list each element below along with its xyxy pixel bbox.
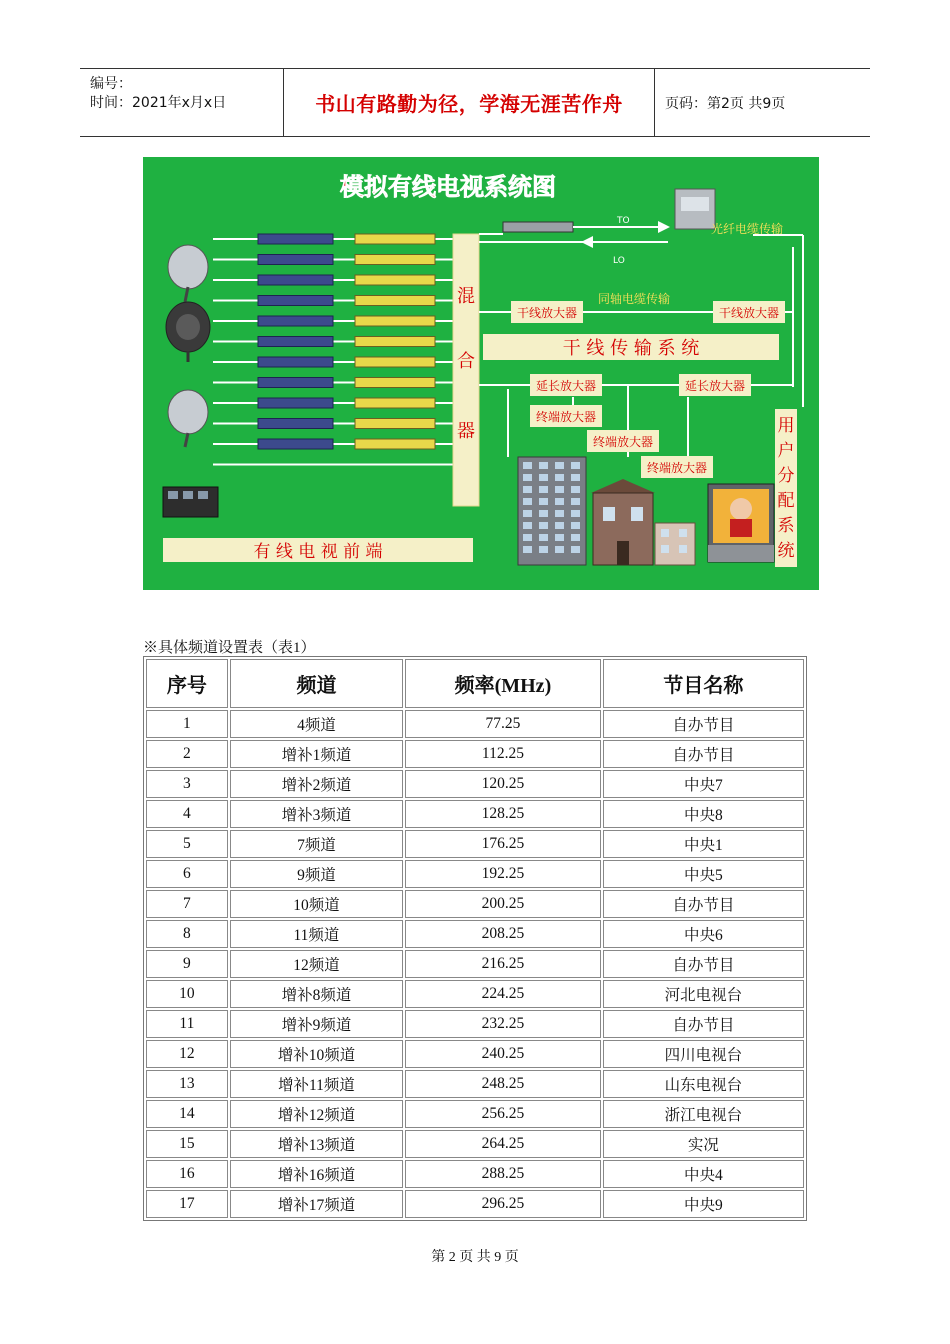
col-header-index: 序号: [146, 659, 228, 708]
cell-index: 7: [146, 890, 228, 918]
cell-channel: 增补8频道: [230, 980, 403, 1008]
cell-frequency: 224.25: [405, 980, 600, 1008]
table-row: [146, 1100, 804, 1128]
catv-system-diagram: [143, 157, 819, 590]
motto: 书山有路勤为径，学海无涯苦作舟: [315, 92, 623, 116]
cell-program: 自办节目: [603, 710, 804, 738]
receiver-unit-icon: [258, 316, 333, 326]
cell-frequency: 288.25: [405, 1160, 600, 1188]
cell-index: 16: [146, 1160, 228, 1188]
cell-frequency: 192.25: [405, 860, 600, 888]
headend-label: 有 线 电 视 前 端: [253, 542, 383, 562]
table-row: [146, 830, 804, 858]
cell-program: 浙江电视台: [603, 1100, 804, 1128]
cell-index: 2: [146, 740, 228, 768]
cell-index: 10: [146, 980, 228, 1008]
col-header-channel: 频道: [230, 659, 403, 708]
table-row: [146, 1070, 804, 1098]
receiver-unit-icon: [258, 357, 333, 367]
table-row: [146, 890, 804, 918]
modulator-unit-icon: [355, 296, 435, 306]
ext-amp-label: 延长放大器: [535, 379, 597, 393]
cell-channel: 增补2频道: [230, 770, 403, 798]
channel-table: [143, 656, 807, 1221]
cell-program: 自办节目: [603, 1010, 804, 1038]
trunk-amp-label: 干线放大器: [516, 306, 578, 320]
receiver-unit-icon: [258, 255, 333, 265]
term-amp-label: 终端放大器: [535, 410, 597, 424]
cell-channel: 增补3频道: [230, 800, 403, 828]
table-row: [146, 800, 804, 828]
table-row: [146, 710, 804, 738]
modulator-unit-icon: [355, 316, 435, 326]
term-amp-label: 终端放大器: [646, 461, 708, 475]
cell-channel: 4频道: [230, 710, 403, 738]
cell-index: 4: [146, 800, 228, 828]
cell-channel: 增补11频道: [230, 1070, 403, 1098]
table-row: [146, 860, 804, 888]
cell-channel: 增补17频道: [230, 1190, 403, 1218]
term-amp-label: 终端放大器: [592, 435, 654, 449]
cell-program: 中央4: [603, 1160, 804, 1188]
time-label: 时间：2021年x月x日: [90, 95, 227, 111]
table-row: [146, 980, 804, 1008]
tx-label: TO: [617, 216, 630, 226]
television-icon: [708, 484, 774, 562]
optical-transmitter-icon: [503, 222, 573, 232]
table-row: [146, 770, 804, 798]
trunk-amp-label: 干线放大器: [718, 306, 780, 320]
cell-program: 中央5: [603, 860, 804, 888]
col-header-program: 节目名称: [603, 659, 804, 708]
receiver-unit-icon: [258, 275, 333, 285]
receiver-unit-icon: [258, 337, 333, 347]
cell-program: 河北电视台: [603, 980, 804, 1008]
ext-amp-label: 延长放大器: [684, 379, 746, 393]
cell-channel: 9频道: [230, 860, 403, 888]
cell-program: 自办节目: [603, 890, 804, 918]
cell-frequency: 232.25: [405, 1010, 600, 1038]
cell-index: 6: [146, 860, 228, 888]
page-info: 页码：第2页 共9页: [665, 95, 786, 112]
table-header-row: [146, 659, 804, 708]
cell-frequency: 216.25: [405, 950, 600, 978]
cell-channel: 10频道: [230, 890, 403, 918]
cell-program: 山东电视台: [603, 1070, 804, 1098]
cell-frequency: 296.25: [405, 1190, 600, 1218]
mixer-char: 混: [457, 286, 475, 307]
cell-channel: 增补10频道: [230, 1040, 403, 1068]
cell-frequency: 128.25: [405, 800, 600, 828]
number-label: 编号：: [90, 76, 132, 92]
cell-frequency: 176.25: [405, 830, 600, 858]
modulator-unit-icon: [355, 419, 435, 429]
header-meta-cell: [80, 69, 284, 136]
user-system-char: 配: [777, 491, 795, 511]
user-system-char: 统: [777, 541, 795, 561]
coax-label: 同轴电缆传输: [598, 292, 671, 306]
cell-frequency: 240.25: [405, 1040, 600, 1068]
table-row: [146, 1010, 804, 1038]
cell-frequency: 120.25: [405, 770, 600, 798]
cell-program: 自办节目: [603, 740, 804, 768]
table-row: [146, 1190, 804, 1218]
cell-channel: 增补12频道: [230, 1100, 403, 1128]
rx-label: LO: [613, 256, 625, 266]
cell-frequency: 208.25: [405, 920, 600, 948]
cell-program: 中央8: [603, 800, 804, 828]
receiver-unit-icon: [258, 234, 333, 244]
cell-channel: 11频道: [230, 920, 403, 948]
house-icon: [591, 479, 655, 565]
mixer-char: 器: [457, 421, 475, 442]
small-building-icon: [655, 523, 695, 565]
modulator-unit-icon: [355, 275, 435, 285]
user-system-char: 户: [777, 441, 795, 461]
user-system-char: 系: [777, 516, 795, 536]
cell-program: 中央6: [603, 920, 804, 948]
cell-program: 自办节目: [603, 950, 804, 978]
cell-index: 13: [146, 1070, 228, 1098]
satellite-dish-icon: [168, 390, 208, 447]
apartment-building-icon: [518, 457, 586, 565]
trunk-system-label: 干 线 传 输 系 统: [562, 338, 700, 359]
header-page-cell: [655, 69, 870, 136]
cell-index: 17: [146, 1190, 228, 1218]
cell-channel: 增补13频道: [230, 1130, 403, 1158]
cell-index: 14: [146, 1100, 228, 1128]
cell-program: 中央7: [603, 770, 804, 798]
col-header-frequency: 频率(MHz): [405, 659, 600, 708]
cell-channel: 增补16频道: [230, 1160, 403, 1188]
table-caption: ※具体频道设置表（表1）: [143, 640, 316, 656]
receiver-unit-icon: [258, 419, 333, 429]
table-row: [146, 1130, 804, 1158]
table-row: [146, 950, 804, 978]
cell-program: 实况: [603, 1130, 804, 1158]
modulator-unit-icon: [355, 337, 435, 347]
fiber-label: 光纤电缆传输: [711, 222, 784, 236]
user-system-char: 用: [777, 416, 795, 436]
header-motto-cell: [284, 69, 655, 136]
modulator-unit-icon: [355, 234, 435, 244]
cell-index: 9: [146, 950, 228, 978]
cell-index: 12: [146, 1040, 228, 1068]
modulator-unit-icon: [355, 439, 435, 449]
modulator-unit-icon: [355, 378, 435, 388]
cell-frequency: 77.25: [405, 710, 600, 738]
modulator-unit-icon: [355, 398, 435, 408]
modulator-unit-icon: [355, 255, 435, 265]
table-row: [146, 740, 804, 768]
cell-program: 中央1: [603, 830, 804, 858]
cell-channel: 增补1频道: [230, 740, 403, 768]
cell-frequency: 264.25: [405, 1130, 600, 1158]
cell-frequency: 200.25: [405, 890, 600, 918]
cell-channel: 7频道: [230, 830, 403, 858]
cell-index: 1: [146, 710, 228, 738]
table-row: [146, 1160, 804, 1188]
cell-channel: 12频道: [230, 950, 403, 978]
diagram-title: 模拟有线电视系统图: [340, 173, 556, 201]
user-system-char: 分: [777, 466, 795, 486]
cell-program: 四川电视台: [603, 1040, 804, 1068]
modulator-unit-icon: [355, 357, 435, 367]
cell-index: 3: [146, 770, 228, 798]
cell-channel: 增补9频道: [230, 1010, 403, 1038]
page-header: [80, 68, 870, 137]
headend-rack: [213, 234, 453, 465]
cell-index: 11: [146, 1010, 228, 1038]
satellite-dish-icon: [168, 245, 208, 302]
receiver-unit-icon: [258, 398, 333, 408]
table-row: [146, 920, 804, 948]
cell-program: 中央9: [603, 1190, 804, 1218]
receiver-unit-icon: [258, 439, 333, 449]
receiver-unit-icon: [258, 378, 333, 388]
cell-frequency: 112.25: [405, 740, 600, 768]
cell-index: 5: [146, 830, 228, 858]
receiver-unit-icon: [258, 296, 333, 306]
cell-index: 8: [146, 920, 228, 948]
cell-index: 15: [146, 1130, 228, 1158]
page-footer: 第 2 页 共 9 页: [431, 1250, 519, 1265]
mixer-char: 合: [457, 351, 475, 372]
cell-frequency: 248.25: [405, 1070, 600, 1098]
satellite-dish-icon: [166, 302, 210, 362]
studio-equipment-icon: [163, 487, 218, 517]
table-row: [146, 1040, 804, 1068]
cell-frequency: 256.25: [405, 1100, 600, 1128]
optical-receiver-icon: [675, 189, 715, 229]
